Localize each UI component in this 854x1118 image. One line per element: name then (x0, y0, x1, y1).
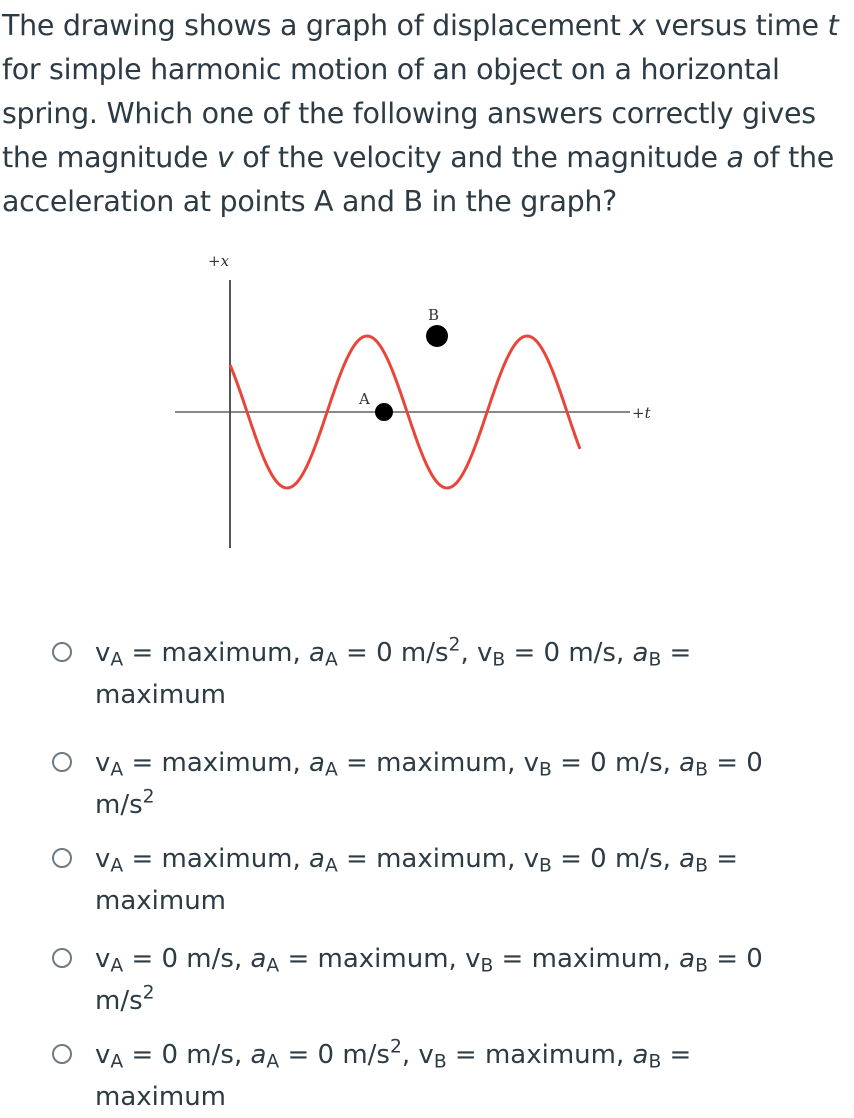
subscript: A (110, 1051, 124, 1073)
var-a: a (309, 638, 325, 668)
var-v: v (95, 748, 111, 778)
var-a: a (250, 1040, 267, 1070)
subscript: A (110, 855, 124, 877)
subscript: A (266, 955, 280, 977)
radio-button[interactable] (52, 752, 72, 772)
text: = maximum (95, 1040, 692, 1112)
t-axis-label: +t (632, 404, 651, 422)
text: = 0 m/s, (123, 1040, 251, 1070)
var-v: v (95, 1040, 111, 1070)
subscript: A (110, 649, 124, 671)
point-b-label: B (428, 306, 440, 324)
text: = 0 m/s, (505, 638, 633, 668)
var-a: a (679, 944, 696, 974)
radio-button[interactable] (52, 848, 72, 868)
text: = 0 m/s (95, 748, 763, 820)
text: = maximum, (446, 1040, 633, 1070)
var-a: a (250, 944, 267, 974)
var-a: a (679, 844, 696, 874)
subscript: A (324, 649, 338, 671)
question-text (2, 4, 842, 224)
subscript: B (433, 1051, 447, 1073)
subscript: B (480, 955, 494, 977)
subscript: B (648, 1051, 662, 1073)
option-text (95, 1034, 795, 1118)
subscript: B (539, 759, 552, 781)
text: = maximum, (123, 748, 310, 778)
text: = maximum, v (279, 944, 481, 974)
var-a: a (679, 748, 696, 778)
text: = maximum (95, 638, 692, 710)
radio-button[interactable] (52, 642, 72, 662)
subscript: B (539, 855, 552, 877)
text: = maximum, (123, 638, 310, 668)
subscript: B (648, 649, 662, 671)
text: = 0 m/s, (123, 944, 251, 974)
point-b (426, 325, 448, 347)
text: , v (401, 1040, 434, 1070)
subscript: B (695, 855, 708, 877)
option-text (95, 632, 795, 716)
superscript: 2 (389, 1036, 402, 1058)
subscript: B (695, 955, 708, 977)
var-a: a (632, 638, 649, 668)
subscript: A (324, 855, 338, 877)
question-part-3: for simple harmonic motion of an object on a horizontal spring. Which one of the following answers correctly gives the magnitude (2, 53, 816, 174)
var-a: a (309, 748, 325, 778)
subscript: A (110, 955, 124, 977)
x-axis-label: +x (208, 252, 230, 270)
option-text (95, 838, 795, 922)
text: = 0 m/s (337, 638, 449, 668)
text: = maximum (95, 844, 738, 916)
superscript: 2 (448, 634, 461, 656)
text: = maximum, v (337, 844, 540, 874)
var-v: v (95, 944, 111, 974)
text: = 0 m/s, (551, 844, 680, 874)
var-v: v (95, 638, 111, 668)
subscript: B (492, 649, 506, 671)
text: = 0 m/s, (551, 748, 680, 778)
question-part-2: versus time (646, 9, 828, 42)
question-part-5: of the acceleration at points A and B in the graph? (2, 141, 834, 218)
displacement-time-graph (160, 240, 680, 560)
subscript: A (266, 1051, 280, 1073)
var-t: t (827, 9, 839, 42)
point-a (375, 403, 393, 421)
text: = maximum, (123, 844, 310, 874)
var-a: a (632, 1040, 649, 1070)
var-v: v (216, 141, 234, 174)
superscript: 2 (142, 786, 155, 808)
question-part-4: of the velocity and the magnitude (233, 141, 727, 174)
text: = 0 m/s (279, 1040, 390, 1070)
text: = maximum, (493, 944, 680, 974)
option-text (95, 742, 795, 826)
text: = maximum, v (337, 748, 540, 778)
question-part-1: The drawing shows a graph of displacement (2, 9, 630, 42)
var-x: x (629, 9, 646, 42)
subscript: A (324, 759, 338, 781)
superscript: 2 (142, 982, 155, 1004)
var-v: v (95, 844, 111, 874)
var-a: a (726, 141, 744, 174)
subscript: B (695, 759, 708, 781)
radio-button[interactable] (52, 948, 72, 968)
var-a: a (309, 844, 325, 874)
point-a-label: A (359, 390, 370, 408)
text: , v (460, 638, 493, 668)
radio-button[interactable] (52, 1044, 72, 1064)
text: = 0 m/s (95, 944, 763, 1016)
option-text (95, 938, 795, 1022)
subscript: A (110, 759, 124, 781)
